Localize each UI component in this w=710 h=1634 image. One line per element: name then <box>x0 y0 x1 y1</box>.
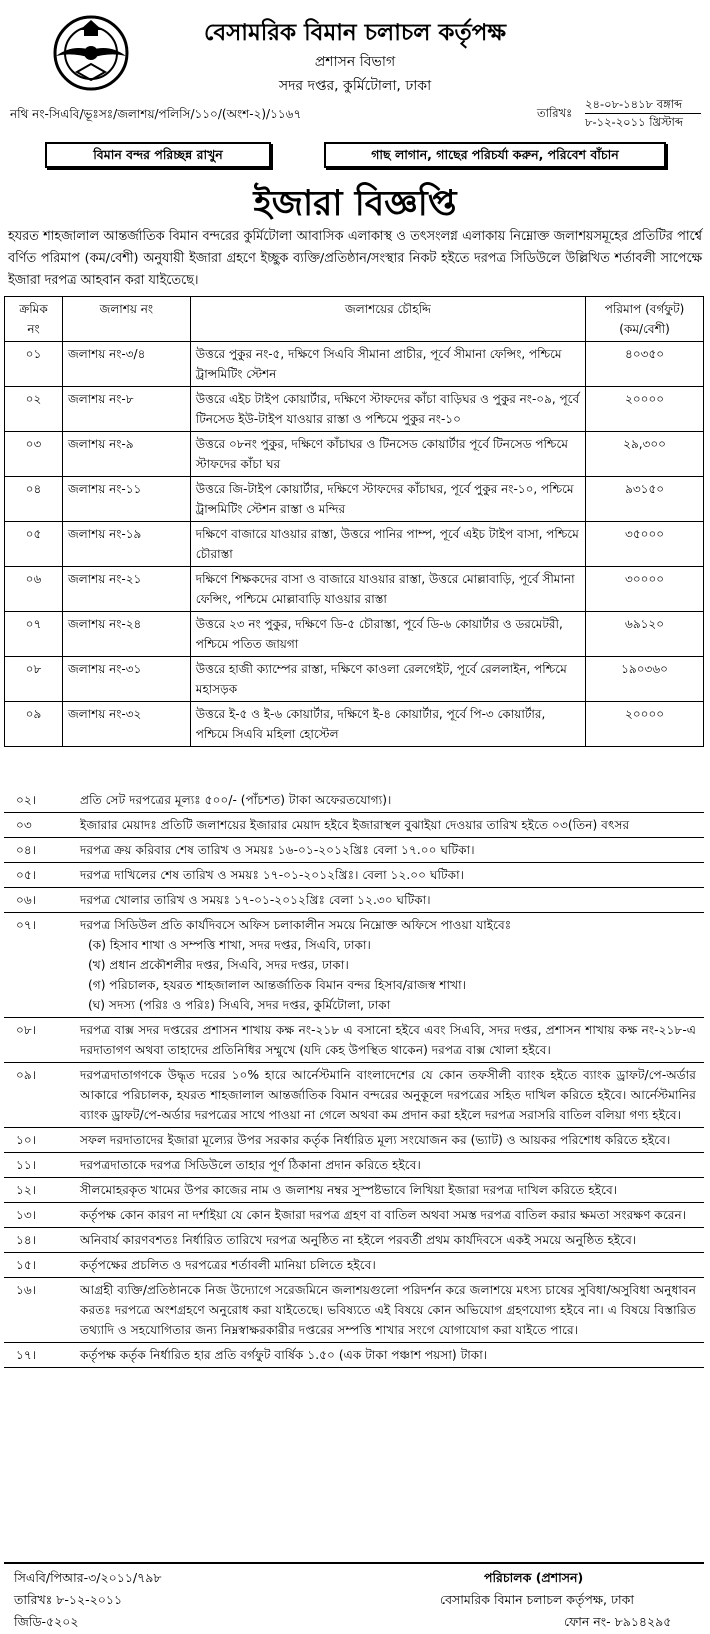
table-row <box>5 432 704 477</box>
condition-number: ১৭। <box>16 1348 37 1362</box>
condition-text-block <box>80 838 704 862</box>
condition-text: সফল দরদাতাদের ইজারা মূল্যের উপর সরকার কর্তৃক নির্ধারিত মূল্য সংযোজন কর (ভ্যাট) ও আয়কর পরিশোধ করিতে হইবে। <box>80 1133 671 1147</box>
area-cell: ২০০০০ <box>586 702 704 747</box>
condition-text-block <box>80 813 704 837</box>
date-bangla: ২৪-০৮-১৪১৮ বঙ্গাব্দ <box>585 97 683 111</box>
signatory-organization: বেসামরিক বিমান চলাচল কর্তৃপক্ষ, ঢাকা <box>440 1592 635 1607</box>
table-row <box>5 702 704 747</box>
condition-text-block <box>80 1228 704 1252</box>
condition-item <box>4 1128 704 1153</box>
serial-cell: ০৯ <box>5 702 63 747</box>
condition-item <box>4 1253 704 1278</box>
boundary-cell: উত্তরে এইচ টাইপ কোয়ার্টার, দক্ষিণে স্টাফদের কাঁচা বাড়িঘর ও পুকুর নং-০৯, পূর্বে টিনসেড ইউ-টাইপ যাওয়ার রাস্তা ও পশ্চিমে পুকুর নং-১০ <box>190 387 585 432</box>
pond-number-cell: জলাশয় নং-১১ <box>62 477 190 522</box>
serial-cell: ০৬ <box>5 567 63 612</box>
area-cell: ৩৫০০০ <box>586 522 704 567</box>
condition-text-block <box>80 913 704 1017</box>
condition-number: ১৫। <box>16 1258 37 1272</box>
conditions-list <box>4 788 704 1368</box>
serial-cell: ০৭ <box>5 612 63 657</box>
condition-text-block <box>80 1153 704 1177</box>
condition-number: ০৮। <box>16 1023 37 1037</box>
condition-number: ০৪। <box>16 843 37 857</box>
condition-number: ০৩ <box>16 818 32 832</box>
condition-item <box>4 1018 704 1063</box>
boundary-header: জলাশয়ের চৌহদ্দি <box>190 297 585 342</box>
serial-cell: ০৪ <box>5 477 63 522</box>
serial-cell: ০৩ <box>5 432 63 477</box>
condition-number: ১৬। <box>16 1283 37 1297</box>
boundary-cell: উত্তরে পুকুর নং-৫, দক্ষিণে সিএবি সীমানা প্রাচীর, পূর্বে সীমানা ফেন্সিং, পশ্চিমে ট্রান্সমিটিং স্টেশন <box>190 342 585 387</box>
condition-item <box>4 1178 704 1203</box>
date-label: তারিখঃ <box>537 106 573 120</box>
condition-text-block <box>80 788 704 812</box>
condition-item <box>4 863 704 888</box>
condition-text: কর্তৃপক্ষ কোন কারণ না দর্শাইয়া যে কোন ইজারা দরপত্র গ্রহণ বা বাতিল অথবা সমস্ত দরপত্র বাতিল করার ক্ষমতা সংরক্ষণ করেন। <box>80 1208 687 1222</box>
condition-number: ১৪। <box>16 1233 37 1247</box>
condition-number: ১০। <box>16 1133 37 1147</box>
signatory-title: পরিচালক (প্রশাসন) <box>484 1570 584 1585</box>
serial-cell: ০৫ <box>5 522 63 567</box>
condition-text-block <box>80 1063 704 1127</box>
condition-item <box>4 913 704 1018</box>
serial-cell: ০১ <box>5 342 63 387</box>
department-name: প্রশাসন বিভাগ <box>314 54 396 70</box>
condition-text: প্রতি সেট দরপত্রের মূল্যঃ ৫০০/- (পাঁচশত) টাকা অফেরতযোগ্য)। <box>80 793 392 807</box>
pond-number-cell: জলাশয় নং-৯ <box>62 432 190 477</box>
slogan-clean-airport: বিমান বন্দর পরিচ্ছন্ন রাখুন <box>45 142 271 168</box>
slogan-plant-trees: গাছ লাগান, গাছের পরিচর্যা করুন, পরিবেশ বাঁচান <box>324 142 666 168</box>
condition-text: কর্তৃপক্ষের প্রচলিত ও দরপত্রের শর্তাবলী মানিয়া চলিতে হইবে। <box>80 1258 376 1272</box>
area-header: পরিমাপ (বর্গফুট) (কম/বেশী) <box>586 297 704 342</box>
condition-text-block <box>80 1253 704 1277</box>
area-cell: ১৯০৩৬০ <box>586 657 704 702</box>
condition-text: কর্তৃপক্ষ কর্তৃক নির্ধারিত হার প্রতি বর্গফুট বার্ষিক ১.৫০ (এক টাকা পঞ্চাশ পয়সা) টাকা। <box>80 1348 488 1362</box>
office-address: সদর দপ্তর, কুর্মিটোলা, ঢাকা <box>278 78 432 94</box>
table-header-row <box>5 297 704 342</box>
condition-text: অনিবার্য কারণবশতঃ নির্ধারিত তারিখে দরপত্র অনুষ্ঠিত না হইলে পরবর্তী প্রথম কার্যদিবসে একই সময়ে অনুষ্ঠিত হইবে। <box>80 1233 637 1247</box>
table-row <box>5 657 704 702</box>
footer <box>4 1562 704 1629</box>
table-row <box>5 342 704 387</box>
boundary-cell: উত্তরে হাজী ক্যাম্পের রাস্তা, দক্ষিণে কাওলা রেলগেইট, পূর্বে রেললাইন, পশ্চিমে মহাসড়ক <box>190 657 585 702</box>
serial-header: ক্রমিক নং <box>5 297 63 342</box>
condition-text: দরপত্র সিডিউল প্রতি কার্যদিবসে অফিস চলাকালীন সময়ে নিম্নোক্ত অফিসে পাওয়া যাইবেঃ <box>80 918 512 932</box>
condition-item <box>4 1063 704 1128</box>
intro-paragraph: হযরত শাহজালাল আন্তর্জাতিক বিমান বন্দরের কুর্মিটোলা আবাসিক এলাকাস্থ ও তৎসংলগ্ন এলাকায় নিম্নোক্ত জলাশয়সমূহের প্রতিটির পার্শ্বে বর্ণিত পরিমাপ (কম/বেশী) অনুযায়ী ইজারা গ্রহণে ইচ্ছুক ব্যক্তি/প্রতিষ্ঠান/সংস্থার নিকট হইতে দরপত্র সিডিউলে উল্লিখিত শর্তাবলী সাপেক্ষে ইজারা দরপত্র আহবান করা যাইতেছে। <box>8 229 702 288</box>
boundary-cell: দক্ষিণে শিক্ষকদের বাসা ও বাজারে যাওয়ার রাস্তা, উত্তরে মোল্লাবাড়ি, পূর্বে সীমানা ফেন্সিং, পশ্চিমে মোল্লাবাড়ি যাওয়ার রাস্তা <box>190 567 585 612</box>
condition-number: ০৯। <box>16 1068 37 1082</box>
condition-text: দরপত্র বাক্স সদর দপ্তরের প্রশাসন শাখায় কক্ষ নং-২১৮ এ বসানো হইবে এবং সিএবি, সদর দপ্তর, প্রশাসন শাখায় কক্ষ নং-২১৮-এ দরদাতাগণ অথবা তাহাদের প্রতিনিধির সম্মুখে (যদি কেহ উপস্থিত থাকেন) দরপত্র বাক্স খোলা হইবে। <box>80 1023 696 1057</box>
condition-text: দরপত্র দাখিলের শেষ তারিখ ও সময়ঃ ১৭-০১-২০১২খ্রিঃ। বেলা ১২.০০ ঘটিকা। <box>80 868 465 882</box>
condition-sub-item: (খ) প্রধান প্রকৌশলীর দপ্তর, সিএবি, সদর দপ্তর, ঢাকা। <box>88 958 349 972</box>
footer-date: তারিখঃ ৮-১২-২০১১ <box>14 1592 123 1607</box>
area-cell: ২৯,৩০০ <box>586 432 704 477</box>
area-cell: ৯৩১৫০ <box>586 477 704 522</box>
table-row <box>5 612 704 657</box>
condition-text-block <box>80 1178 704 1202</box>
pond-table <box>4 296 704 747</box>
pond-number-header: জলাশয় নং <box>62 297 190 342</box>
table-row <box>5 522 704 567</box>
condition-item <box>4 838 704 863</box>
pond-number-cell: জলাশয় নং-২৪ <box>62 612 190 657</box>
signatory-phone: ফোন নং- ৮৯১৪২৯৫ <box>564 1614 672 1629</box>
boundary-cell: উত্তরে ২৩ নং পুকুর, দক্ষিণে ডি-৫ চৌরাস্তা, পূর্বে ডি-৬ কোয়ার্টার ও ডরমেটরী, পশ্চিমে পতিত জায়গা <box>190 612 585 657</box>
condition-sub-item: (ক) হিসাব শাখা ও সম্পত্তি শাখা, সদর দপ্তর, সিএবি, ঢাকা। <box>88 938 371 952</box>
condition-text-block <box>80 1203 704 1227</box>
condition-text-block <box>80 1343 704 1367</box>
memo-number: নথি নং-সিএবি/ভূঃসঃ/জলাশয়/পলিসি/১১০/(অংশ-২)/১১৬৭ <box>10 107 302 121</box>
date-english: ৮-১২-২০১১ খ্রিস্টাব্দ <box>585 113 701 130</box>
notice-title: ইজারা বিজ্ঞপ্তি <box>253 184 457 224</box>
condition-number: ০৬। <box>16 893 37 907</box>
area-cell: ৬৯১২০ <box>586 612 704 657</box>
condition-text: দরপত্র খোলার তারিখ ও সময়ঃ ১৭-০১-২০১২খ্রিঃ বেলা ১২.৩০ ঘটিকা। <box>80 893 431 907</box>
condition-text-block <box>80 1278 704 1342</box>
pond-number-cell: জলাশয় নং-৩/৪ <box>62 342 190 387</box>
condition-item <box>4 1153 704 1178</box>
pond-number-cell: জলাশয় নং-১৯ <box>62 522 190 567</box>
boundary-cell: উত্তরে ০৮নং পুকুর, দক্ষিণে কাঁচাঘর ও টিনসেড কোয়ার্টার পূর্বে টিনসেড পশ্চিমে স্টাফদের কাঁচা ঘর <box>190 432 585 477</box>
condition-text: দরপত্রদাতাগণকে উদ্ধৃত দরের ১০% হারে আর্নেস্টমানি বাংলাদেশের যে কোন তফসীলী ব্যাংক হইতে ব্যাংক ড্রাফট/পে-অর্ডার আকারে পরিচালক, হযরত শাহজালাল আন্তর্জাতিক বিমান বন্দরের অনুকূলে দরপত্রের সহিত দাখিল করিতে হইবে। আর্নেস্টমানির ব্যাংক ড্রাফট/পে-অর্ডার দরপত্রের সাথে পাওয়া না গেলে অথবা কম প্রদান করা হইলে দরপত্র সরাসরি বাতিল বলিয়া গণ্য হইবে। <box>80 1068 696 1122</box>
condition-text: দরপত্র ক্রয় করিবার শেষ তারিখ ও সময়ঃ ১৬-০১-২০১২খ্রিঃ বেলা ১৭.০০ ঘটিকা। <box>80 843 475 857</box>
area-cell: ৪০৩৫০ <box>586 342 704 387</box>
serial-cell: ০৮ <box>5 657 63 702</box>
table-row <box>5 387 704 432</box>
pond-number-cell: জলাশয় নং-৮ <box>62 387 190 432</box>
condition-number: ০২। <box>16 793 37 807</box>
condition-text-block <box>80 1018 704 1062</box>
condition-text-block <box>80 863 704 887</box>
table-row <box>5 567 704 612</box>
serial-cell: ০২ <box>5 387 63 432</box>
reference-number: সিএবি/পিআর-৩/২০১১/৭৯৮ <box>14 1570 162 1585</box>
dfp-number: জিডি-৫২০২ <box>14 1614 79 1629</box>
boundary-cell: দক্ষিণে বাজারে যাওয়ার রাস্তা, উত্তরে পানির পাম্প, পূর্বে এইচ টাইপ বাসা, পশ্চিমে চৌরাস্তা <box>190 522 585 567</box>
area-cell: ২০০০০ <box>586 387 704 432</box>
condition-text: দরপত্রদাতাকে দরপত্র সিডিউলে তাহার পূর্ণ ঠিকানা প্রদান করিতে হইবে। <box>80 1158 421 1172</box>
pond-number-cell: জলাশয় নং-২১ <box>62 567 190 612</box>
boundary-cell: উত্তরে জি-টাইপ কোয়ার্টার, দক্ষিণে স্টাফদের কাঁচাঘর, পূর্বে পুকুর নং-১০, পশ্চিমে ট্রান্সমিটিং স্টেশন রাস্তা ও মন্দির <box>190 477 585 522</box>
pond-number-cell: জলাশয় নং-৩২ <box>62 702 190 747</box>
area-cell: ৩০০০০ <box>586 567 704 612</box>
condition-item <box>4 1203 704 1228</box>
condition-text-block <box>80 1128 704 1152</box>
condition-number: ০৭। <box>16 918 37 932</box>
condition-number: ০৫। <box>16 868 37 882</box>
condition-item <box>4 1343 704 1368</box>
condition-item <box>4 888 704 913</box>
condition-sub-item: (ঘ) সদস্য (পরিঃ ও পরিঃ) সিএবি, সদর দপ্তর, কুর্মিটোলা, ঢাকা <box>88 998 391 1012</box>
condition-text-block <box>80 888 704 912</box>
condition-text: সীলমোহরকৃত খামের উপর কাজের নাম ও জলাশয় নম্বর সুস্পষ্টভাবে লিখিয়া ইজারা দরপত্র দাখিল করিতে হইবে। <box>80 1183 618 1197</box>
condition-item <box>4 813 704 838</box>
condition-item <box>4 1278 704 1343</box>
condition-sub-item: (গ) পরিচালক, হযরত শাহজালাল আন্তর্জাতিক বিমান বন্দর হিসাব/রাজস্ব শাখা। <box>88 978 466 992</box>
condition-text: আগ্রহী ব্যক্তি/প্রতিষ্ঠানকে নিজ উদ্যোগে সরেজমিনে জলাশয়গুলো পরিদর্শন করে জলাশয়ে মৎস্য চাষের সুবিধা/অসুবিধা অনুধাবন করতঃ দরপত্রে অংশগ্রহণে অনুরোধ করা যাইতেছে। ভবিষ্যতে এই বিষয়ে কোন অভিযোগ গ্রহণযোগ্য হইবে না। এ বিষয়ে বিস্তারিত তথ্যাদি ও সহযোগিতার জন্য নিম্নস্বাক্ষরকারীর দপ্তরের সম্পত্তি শাখার সংগে যোগাযোগ করা যাইতে পারে। <box>80 1283 696 1337</box>
condition-number: ১২। <box>16 1183 37 1197</box>
condition-item <box>4 788 704 813</box>
condition-number: ১১। <box>16 1158 37 1172</box>
boundary-cell: উত্তরে ই-৫ ও ই-৬ কোয়ার্টার, দক্ষিণে ই-৪ কোয়ার্টার, পূর্বে পি-৩ কোয়ার্টার, পশ্চিমে সিএবি মহিলা হোস্টেল <box>190 702 585 747</box>
table-row <box>5 477 704 522</box>
condition-number: ১৩। <box>16 1208 37 1222</box>
pond-number-cell: জলাশয় নং-৩১ <box>62 657 190 702</box>
condition-text: ইজারার মেয়াদঃ প্রতিটি জলাশয়ের ইজারার মেয়াদ হইবে ইজারাস্থল বুঝাইয়া দেওয়ার তারিখ হইতে ০৩(তিন) বৎসর <box>80 818 630 832</box>
organization-name: বেসামরিক বিমান চলাচল কর্তৃপক্ষ <box>203 20 507 46</box>
condition-item <box>4 1228 704 1253</box>
